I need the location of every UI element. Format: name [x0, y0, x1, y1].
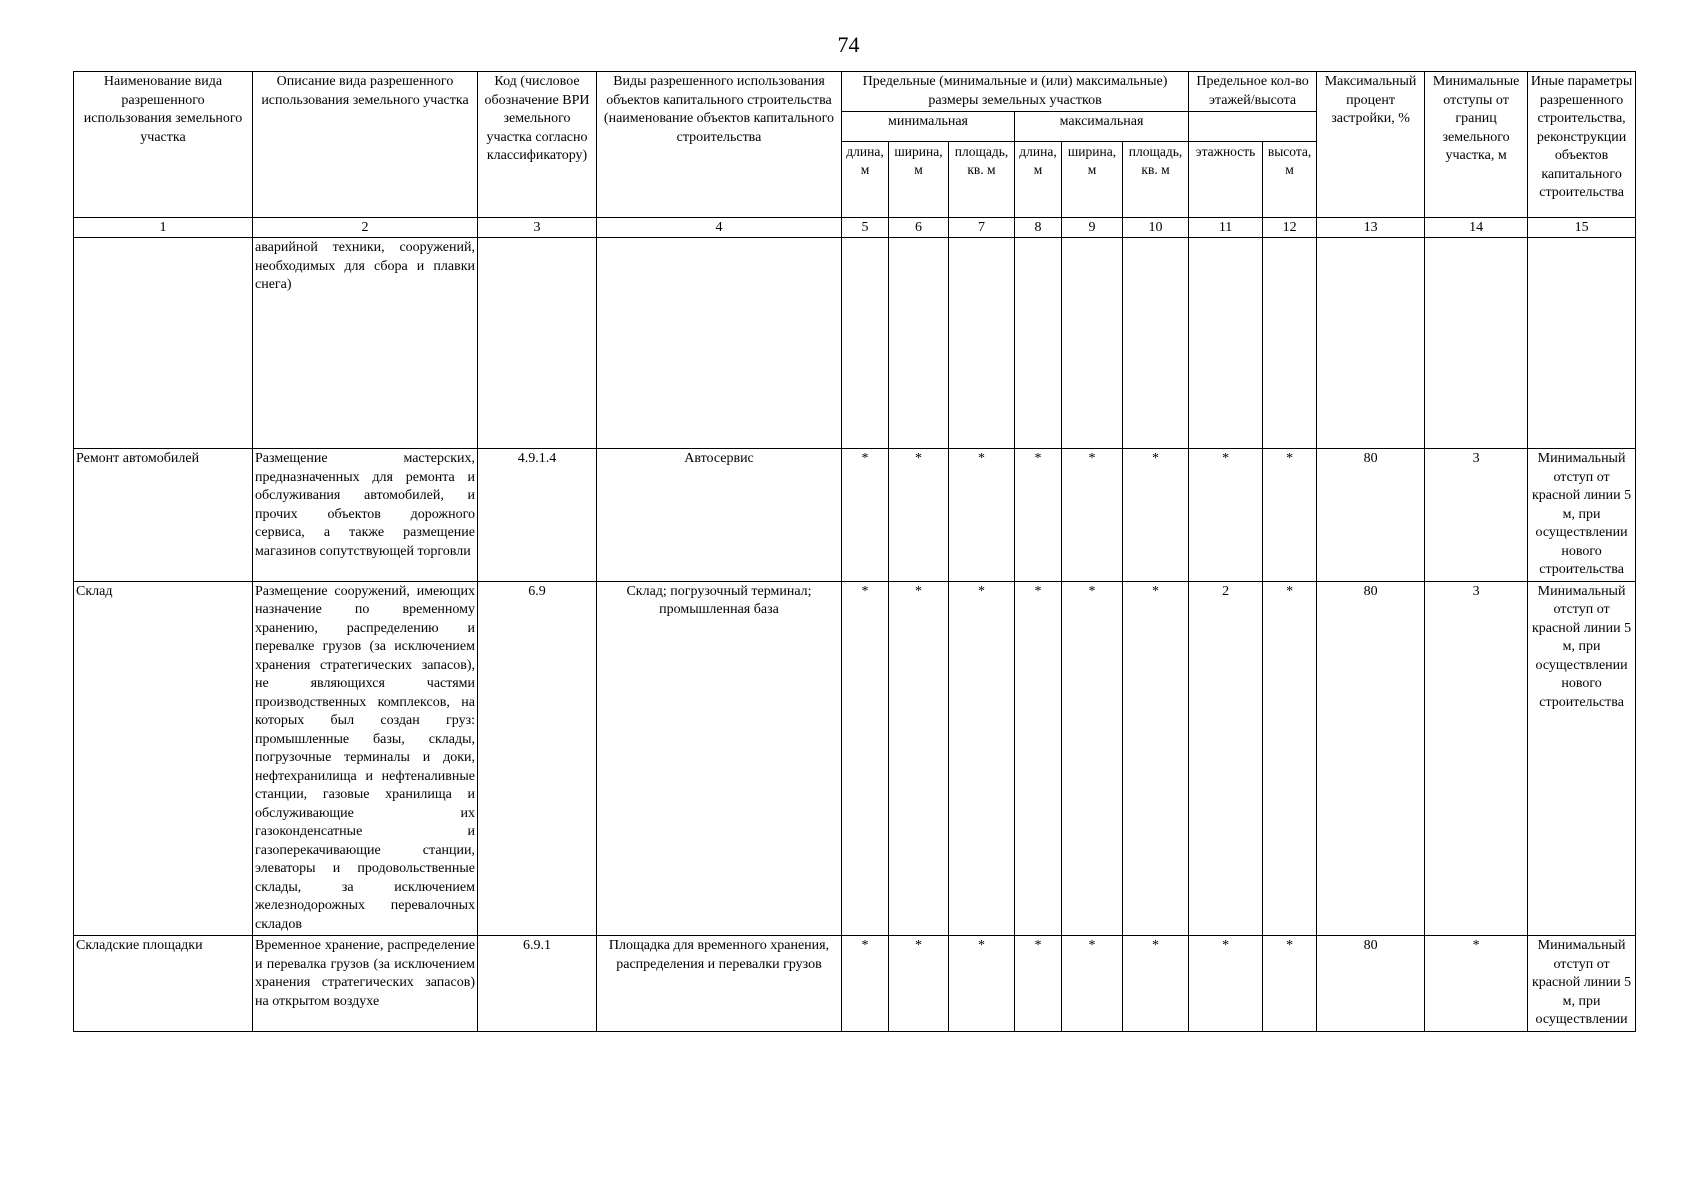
- cell-description: Размещение сооружений, имеющих назначение по временному хранению, распределению и перевалке грузов (за исключением хранения стратегических запасов), не являющихся частями производственных комплексов, на которых был создан груз: промышленные базы, склады, погрузочные терминалы и доки, нефтехранилища и нефтеналивные станции, газовые хранилища и обслуживающие их газоконденсатные и газоперекачивающие станции, элеваторы и продовольственные склады, за исключением железнодорожных перевалочных складов: [253, 581, 478, 936]
- cell-kinds: Склад; погрузочный терминал; промышленная база: [597, 581, 842, 936]
- cell-min-area: [949, 238, 1015, 449]
- header-name: Наименование вида разрешенного использования земельного участка: [74, 72, 253, 218]
- cell-code: [478, 238, 597, 449]
- cell-kinds: [597, 238, 842, 449]
- column-number: 10: [1123, 218, 1189, 238]
- cell-max-area: *: [1123, 936, 1189, 1032]
- cell-min-length: [842, 238, 889, 449]
- cell-name: Ремонт автомобилей: [74, 449, 253, 582]
- header-min-width: ширина, м: [889, 142, 949, 218]
- cell-min-setback: [1425, 238, 1528, 449]
- cell-description: Размещение мастерских, предназначенных для ремонта и обслуживания автомобилей, и прочих объектов дорожного сервиса, а также размещение магазинов сопутствующей торговли: [253, 449, 478, 582]
- cell-max-percent: 80: [1317, 449, 1425, 582]
- column-number: 4: [597, 218, 842, 238]
- table-row: [74, 238, 1636, 449]
- cell-min-length: *: [842, 449, 889, 582]
- header-min-setback: Минимальные отступы от границ земельного участка, м: [1425, 72, 1528, 218]
- cell-floors: 2: [1189, 581, 1263, 936]
- cell-min-length: *: [842, 581, 889, 936]
- column-number: 2: [253, 218, 478, 238]
- cell-name: [74, 238, 253, 449]
- header-max-length: длина, м: [1015, 142, 1062, 218]
- cell-other: [1528, 238, 1636, 449]
- cell-max-width: *: [1062, 936, 1123, 1032]
- column-number: 12: [1263, 218, 1317, 238]
- cell-other: Минимальный отступ от красной линии 5 м, при осуществлении нового строительства: [1528, 581, 1636, 936]
- table-row: [74, 449, 1636, 582]
- column-number: 9: [1062, 218, 1123, 238]
- header-min-area: площадь, кв. м: [949, 142, 1015, 218]
- column-number: 6: [889, 218, 949, 238]
- cell-code: 6.9.1: [478, 936, 597, 1032]
- cell-min-setback: 3: [1425, 449, 1528, 582]
- header-min-length: длина, м: [842, 142, 889, 218]
- cell-name: Склад: [74, 581, 253, 936]
- cell-height: [1263, 238, 1317, 449]
- header-kinds: Виды разрешенного использования объектов капитального строительства (наименование объектов капитального строительства: [597, 72, 842, 218]
- cell-max-percent: 80: [1317, 936, 1425, 1032]
- cell-min-area: *: [949, 449, 1015, 582]
- column-number: 11: [1189, 218, 1263, 238]
- cell-max-length: *: [1015, 449, 1062, 582]
- cell-max-width: *: [1062, 449, 1123, 582]
- cell-min-area: *: [949, 936, 1015, 1032]
- regulations-table: [73, 71, 1636, 1032]
- cell-description: Временное хранение, распределение и перевалка грузов (за исключением хранения стратегических запасов) на открытом воздухе: [253, 936, 478, 1032]
- column-number: 8: [1015, 218, 1062, 238]
- cell-height: *: [1263, 581, 1317, 936]
- header-floors: этажность: [1189, 142, 1263, 218]
- cell-max-width: *: [1062, 581, 1123, 936]
- page-number: 74: [837, 32, 860, 57]
- column-numbers-row: [74, 218, 1636, 238]
- header-max-area: площадь, кв. м: [1123, 142, 1189, 218]
- header-min: минимальная: [842, 112, 1015, 142]
- cell-min-setback: 3: [1425, 581, 1528, 936]
- column-number: 13: [1317, 218, 1425, 238]
- header-max-width: ширина, м: [1062, 142, 1123, 218]
- cell-code: 6.9: [478, 581, 597, 936]
- cell-max-percent: 80: [1317, 581, 1425, 936]
- cell-description: аварийной техники, сооружений, необходимых для сбора и плавки снега): [253, 238, 478, 449]
- cell-min-width: [889, 238, 949, 449]
- cell-kinds: Автосервис: [597, 449, 842, 582]
- cell-max-percent: [1317, 238, 1425, 449]
- header-code: Код (числовое обозначение ВРИ земельного участка согласно классификатору): [478, 72, 597, 218]
- cell-max-length: *: [1015, 581, 1062, 936]
- cell-min-length: *: [842, 936, 889, 1032]
- cell-height: *: [1263, 936, 1317, 1032]
- cell-floors: [1189, 238, 1263, 449]
- column-number: 3: [478, 218, 597, 238]
- cell-max-area: *: [1123, 449, 1189, 582]
- cell-max-area: [1123, 238, 1189, 449]
- cell-code: 4.9.1.4: [478, 449, 597, 582]
- header-description: Описание вида разрешенного использования земельного участка: [253, 72, 478, 218]
- header-max: максимальная: [1015, 112, 1189, 142]
- cell-max-length: [1015, 238, 1062, 449]
- header-floors-spacer: [1189, 112, 1317, 142]
- cell-max-length: *: [1015, 936, 1062, 1032]
- cell-min-width: *: [889, 936, 949, 1032]
- cell-min-area: *: [949, 581, 1015, 936]
- cell-other: Минимальный отступ от красной линии 5 м, при осуществлении: [1528, 936, 1636, 1032]
- cell-name: Складские площадки: [74, 936, 253, 1032]
- cell-kinds: Площадка для временного хранения, распределения и перевалки грузов: [597, 936, 842, 1032]
- column-number: 1: [74, 218, 253, 238]
- column-number: 5: [842, 218, 889, 238]
- column-number: 14: [1425, 218, 1528, 238]
- cell-min-width: *: [889, 449, 949, 582]
- header-floors-group: Предельное кол-во этажей/высота: [1189, 72, 1317, 112]
- cell-floors: *: [1189, 936, 1263, 1032]
- cell-max-area: *: [1123, 581, 1189, 936]
- cell-other: Минимальный отступ от красной линии 5 м, при осуществлении нового строительства: [1528, 449, 1636, 582]
- header-other: Иные параметры разрешенного строительства, реконструкции объектов капитального строительства: [1528, 72, 1636, 218]
- cell-floors: *: [1189, 449, 1263, 582]
- header-max-percent: Максимальный процент застройки, %: [1317, 72, 1425, 218]
- header-limits-group: Предельные (минимальные и (или) максимальные) размеры земельных участков: [842, 72, 1189, 112]
- cell-max-width: [1062, 238, 1123, 449]
- cell-min-setback: *: [1425, 936, 1528, 1032]
- header-height: высота, м: [1263, 142, 1317, 218]
- table-row: [74, 581, 1636, 936]
- column-number: 15: [1528, 218, 1636, 238]
- cell-min-width: *: [889, 581, 949, 936]
- cell-height: *: [1263, 449, 1317, 582]
- column-number: 7: [949, 218, 1015, 238]
- table-row: [74, 936, 1636, 1032]
